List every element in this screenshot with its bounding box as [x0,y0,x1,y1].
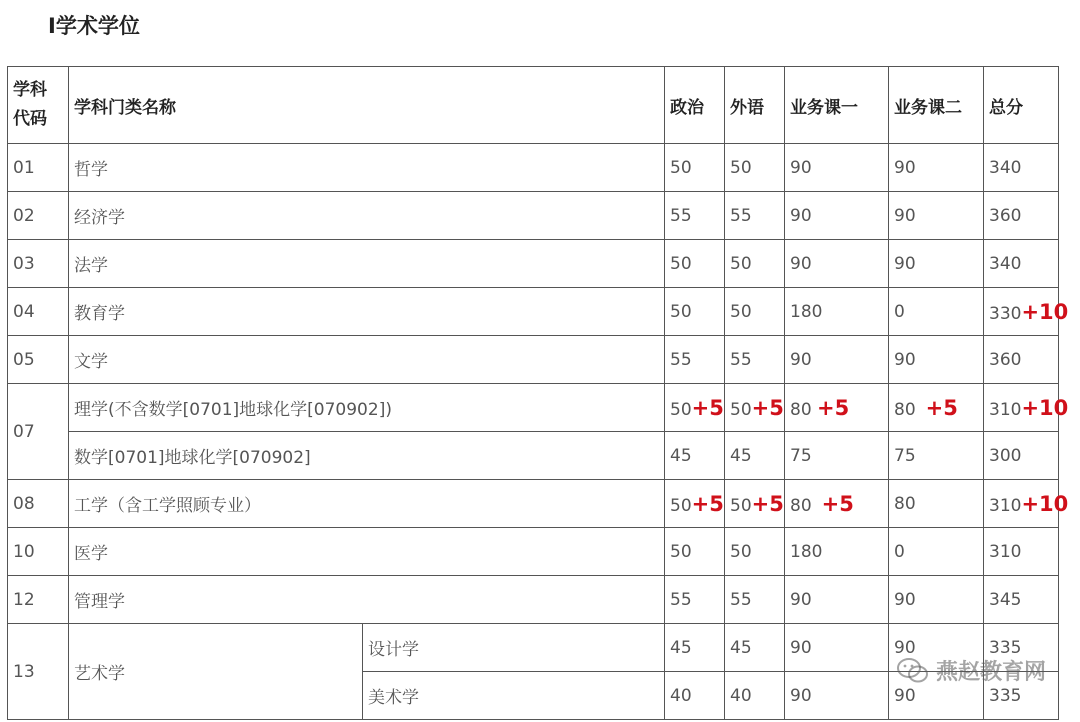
cell-total: 340 [984,144,1059,192]
course1-value: 80 [790,399,812,420]
cell-total [984,384,1069,432]
cell-course2: 90 [889,192,984,240]
cell-course1: 90 [785,144,889,192]
cell-politics: 40 [665,672,725,720]
cell-name: 文学 [69,336,665,384]
bonus-badge: +5 [821,491,854,516]
cell-course1: 75 [785,432,889,480]
cell-code: 02 [8,192,69,240]
course2-value: 80 [894,399,916,420]
cell-name: 教育学 [69,288,665,336]
cell-course1 [785,480,889,528]
cell-total: 300 [984,432,1059,480]
cell-course1 [785,384,889,432]
header-total: 总分 [984,67,1059,144]
watermark-text: 燕赵教育网 [935,660,1046,685]
table-row [8,192,1059,240]
cell-politics: 55 [665,576,725,624]
cell-name: 艺术学 [69,624,363,720]
cell-politics: 50 [665,144,725,192]
cell-language: 50 [725,144,785,192]
cell-course2: 90 [889,144,984,192]
bonus-badge: +10 [1021,491,1069,516]
cell-language: 45 [725,432,785,480]
cell-course2: 75 [889,432,984,480]
cell-total: 310 [984,528,1059,576]
cell-code: 07 [8,384,69,480]
cell-course1: 90 [785,192,889,240]
course1-value: 80 [790,495,812,516]
cell-name: 法学 [69,240,665,288]
wechat-icon [896,657,930,685]
watermark [896,655,1046,686]
cell-course1: 180 [785,288,889,336]
header-name: 学科门类名称 [69,67,665,144]
cell-subcategory: 美术学 [363,672,665,720]
cell-code: 05 [8,336,69,384]
cell-total [984,288,1069,336]
score-table [7,66,1069,720]
cell-language: 45 [725,624,785,672]
cell-code: 01 [8,144,69,192]
cell-course1: 90 [785,240,889,288]
cell-course1: 90 [785,624,889,672]
cell-total: 340 [984,240,1059,288]
cell-course2: 90 [889,240,984,288]
section-heading: I学术学位 [48,14,140,38]
cell-name: 数学[0701]地球化学[070902] [69,432,665,480]
total-value: 310 [989,399,1022,420]
cell-language: 50 [725,528,785,576]
bonus-badge: +10 [1021,299,1069,324]
cell-language: 50 [725,240,785,288]
cell-politics: 50 [665,528,725,576]
cell-language: 55 [725,576,785,624]
cell-politics [665,480,725,528]
bonus-badge: +5 [925,395,958,420]
total-value: 310 [989,495,1022,516]
cell-politics: 45 [665,624,725,672]
language-value: 50 [730,399,752,420]
cell-code: 03 [8,240,69,288]
header-politics: 政治 [665,67,725,144]
header-course2: 业务课二 [889,67,984,144]
cell-name: 管理学 [69,576,665,624]
cell-course2 [889,384,984,432]
cell-code: 13 [8,624,69,720]
cell-name: 理学(不含数学[0701]地球化学[070902]) [69,384,665,432]
cell-language: 55 [725,336,785,384]
cell-politics: 50 [665,288,725,336]
bonus-badge: +10 [1021,395,1069,420]
cell-language [725,384,785,432]
cell-language [725,480,785,528]
header-course1: 业务课一 [785,67,889,144]
bonus-badge: +5 [691,395,724,420]
cell-name: 哲学 [69,144,665,192]
cell-course2: 0 [889,528,984,576]
table-row [8,384,1059,432]
cell-course2: 80 [889,480,984,528]
cell-total: 335 [984,672,1059,720]
table-row [8,576,1059,624]
cell-subcategory: 设计学 [363,624,665,672]
cell-course2: 90 [889,624,984,672]
table-row [8,240,1059,288]
cell-code: 10 [8,528,69,576]
table-row [8,288,1059,336]
cell-course2: 90 [889,576,984,624]
cell-name: 工学（含工学照顾专业） [69,480,665,528]
table-row [8,432,1059,480]
cell-politics: 55 [665,192,725,240]
cell-politics [665,384,725,432]
cell-course1: 90 [785,576,889,624]
table-row [8,528,1059,576]
cell-total: 345 [984,576,1059,624]
cell-language: 55 [725,192,785,240]
bonus-badge: +5 [817,395,850,420]
header-language: 外语 [725,67,785,144]
bonus-badge: +5 [751,491,784,516]
cell-name: 医学 [69,528,665,576]
cell-code: 08 [8,480,69,528]
cell-politics: 55 [665,336,725,384]
cell-total: 360 [984,192,1059,240]
cell-language: 40 [725,672,785,720]
total-value: 330 [989,303,1022,324]
language-value: 50 [730,495,752,516]
cell-politics: 45 [665,432,725,480]
cell-course2: 0 [889,288,984,336]
cell-name: 经济学 [69,192,665,240]
table-row [8,144,1059,192]
cell-course2: 90 [889,672,984,720]
politics-value: 50 [670,399,692,420]
cell-course1: 180 [785,528,889,576]
politics-value: 50 [670,495,692,516]
cell-code: 12 [8,576,69,624]
bonus-badge: +5 [751,395,784,420]
cell-politics: 50 [665,240,725,288]
header-code: 学科 代码 [8,67,69,144]
cell-total [984,480,1069,528]
bonus-badge: +5 [691,491,724,516]
cell-language: 50 [725,288,785,336]
table-row [8,336,1059,384]
table-row [8,480,1059,528]
cell-course1: 90 [785,336,889,384]
table-header-row [8,67,1059,144]
cell-total: 360 [984,336,1059,384]
cell-course2: 90 [889,336,984,384]
cell-total: 335 [984,624,1059,672]
cell-course1: 90 [785,672,889,720]
cell-code: 04 [8,288,69,336]
